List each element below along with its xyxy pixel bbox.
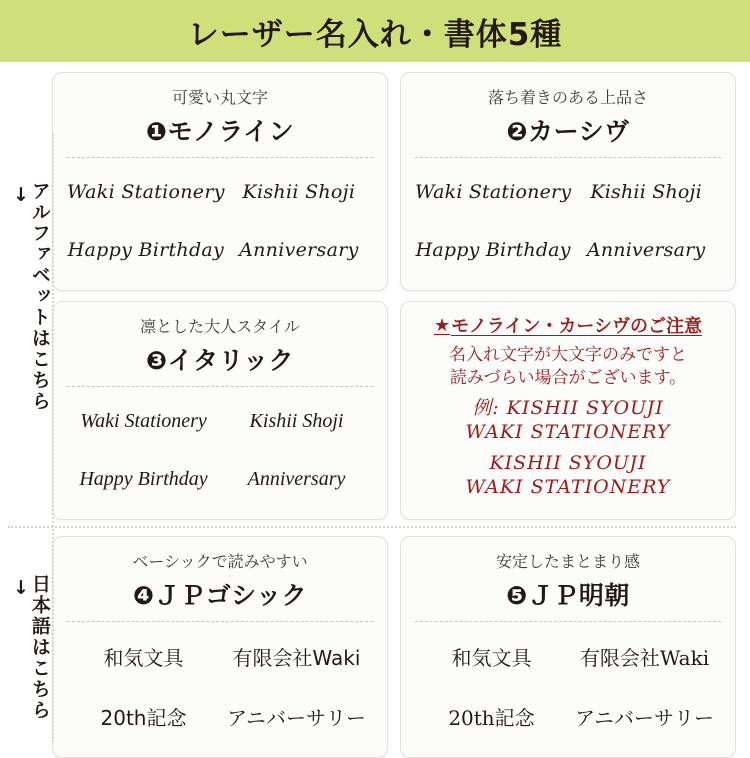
card-number: ❺	[506, 581, 528, 610]
side-label-japanese-text: 日本語はこちら	[28, 573, 51, 721]
card-samples	[67, 164, 373, 278]
card-title	[146, 341, 294, 377]
sample-text: Happy Birthday	[415, 239, 571, 261]
card-name: モノライン	[167, 117, 295, 146]
card-samples	[67, 393, 373, 507]
vertical-dotted-divider	[52, 134, 54, 742]
sample-text: Waki Stationery	[80, 409, 207, 432]
card-subtitle: 安定したまとまり感	[495, 552, 640, 571]
notice-card	[400, 301, 736, 520]
sample-text: 有限会社Waki	[579, 646, 710, 671]
sample-text: 和気文具	[103, 646, 184, 671]
card-title	[133, 576, 307, 612]
card-number: ❶	[145, 117, 168, 146]
card-divider	[415, 621, 721, 622]
card-name: ＪＰゴシック	[154, 581, 308, 610]
page-title: レーザー名入れ・書体5種	[187, 16, 563, 53]
notice-example-line	[466, 396, 671, 420]
sample-text: アニバーサリー	[227, 705, 366, 730]
card-number: ❹	[132, 581, 155, 610]
sample-text: Waki Stationery	[415, 181, 572, 203]
section-alphabet	[8, 72, 736, 520]
card-number: ❸	[145, 346, 168, 375]
notice-example-text: KISHII SYOUJI	[506, 396, 664, 419]
page-content	[0, 62, 750, 750]
sample-text: アニバーサリー	[575, 705, 714, 730]
sample-text: 20th記念	[448, 705, 535, 730]
sample-text: Anniversary	[239, 239, 359, 261]
card-title	[506, 112, 629, 148]
card-divider	[67, 386, 373, 387]
notice-heading	[434, 312, 702, 338]
notice-examples	[466, 396, 671, 499]
notice-example-line: WAKI STATIONERY	[465, 475, 671, 498]
notice-body	[449, 344, 687, 390]
notice-example-line: WAKI STATIONERY	[465, 421, 671, 444]
card-title	[146, 112, 294, 148]
notice-example-line: KISHII SYOUJI	[489, 451, 647, 474]
horizontal-dotted-divider	[8, 526, 736, 528]
card-subtitle: ベーシックで読みやすい	[132, 552, 308, 571]
card-samples	[415, 628, 721, 745]
card-subtitle: 可愛い丸文字	[171, 88, 268, 107]
side-label-japanese	[8, 536, 52, 758]
sample-text: Happy Birthday	[67, 239, 225, 261]
notice-body-line2: 読みづらい場合がございます。	[449, 367, 687, 388]
font-card-cursive[interactable]	[400, 72, 736, 291]
font-card-italic[interactable]	[52, 301, 388, 520]
sample-text: Anniversary	[247, 467, 346, 490]
sample-text: Kishii Shoji	[242, 181, 356, 203]
sample-text: Anniversary	[586, 239, 706, 261]
sample-text: 和気文具	[451, 646, 532, 671]
card-samples	[415, 164, 721, 278]
sample-text: 有限会社Waki	[232, 646, 361, 671]
star-icon: ★	[433, 314, 451, 336]
font-card-jp-mincho[interactable]	[400, 536, 736, 758]
card-divider	[67, 157, 373, 158]
side-label-alphabet-text: アルファベットはこちら	[28, 180, 51, 412]
card-number: ❷	[506, 117, 529, 146]
japanese-cards	[52, 536, 736, 758]
alphabet-cards	[52, 72, 736, 520]
side-label-alphabet	[8, 72, 52, 520]
card-divider	[415, 157, 721, 158]
card-name: ＪＰ明朝	[527, 581, 630, 610]
font-card-monoline[interactable]	[52, 72, 388, 291]
card-divider	[67, 621, 373, 622]
card-name: カーシヴ	[528, 117, 630, 146]
notice-heading-text: モノライン・カーシヴのご注意	[451, 316, 703, 337]
sample-text: 20th記念	[100, 705, 187, 730]
sample-text: Waki Stationery	[67, 181, 225, 203]
card-samples	[67, 628, 373, 745]
sample-text: Kishii Shoji	[590, 181, 702, 203]
page-header	[0, 0, 750, 62]
arrow-right-icon: →	[9, 578, 32, 597]
notice-example-label: 例:	[472, 396, 500, 419]
notice-body-line1: 名入れ文字が大文字のみですと	[449, 345, 687, 365]
card-subtitle: 落ち着きのある上品さ	[487, 88, 648, 107]
card-subtitle: 凛とした大人スタイル	[140, 317, 300, 336]
sample-text: Kishii Shoji	[249, 409, 344, 432]
sample-text: Happy Birthday	[79, 467, 208, 490]
card-title	[506, 576, 630, 612]
card-name: イタリック	[167, 346, 295, 375]
font-card-jp-gothic[interactable]	[52, 536, 388, 758]
arrow-right-icon: →	[9, 185, 32, 204]
section-japanese	[8, 536, 736, 758]
